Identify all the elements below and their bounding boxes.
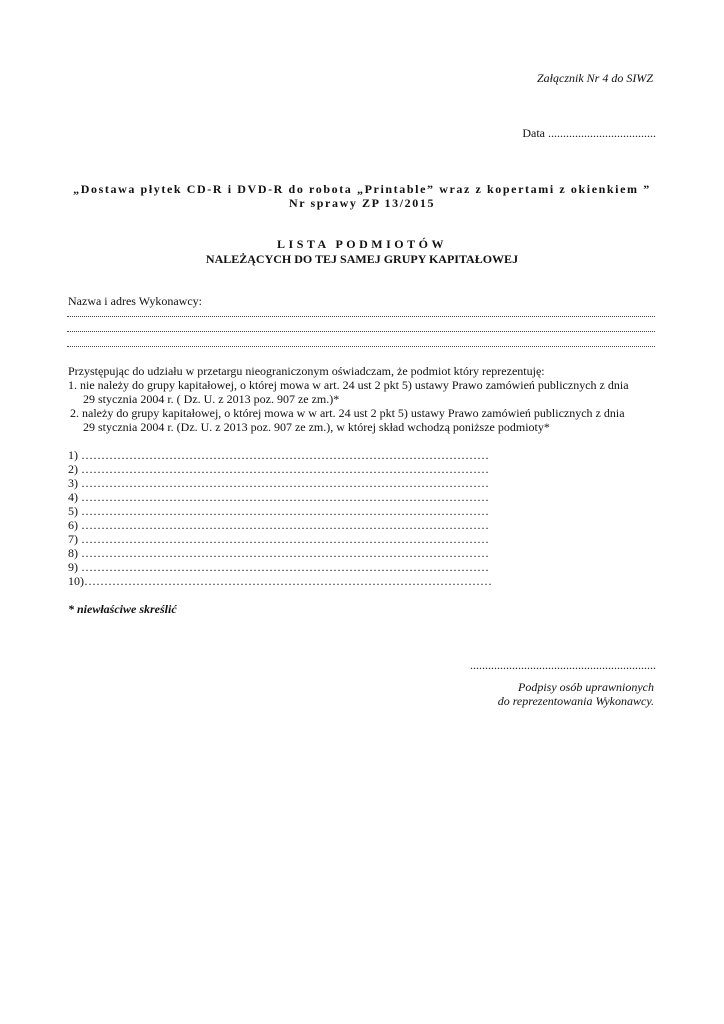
list-subheading: NALEŻĄCYCH DO TEJ SAMEJ GRUPY KAPITAŁOWEJ — [205, 252, 519, 266]
entity-line-9: 9) ………………………………………………………………………………………… — [68, 560, 489, 574]
contractor-line-1 — [67, 316, 655, 317]
entity-line-7: 7) ………………………………………………………………………………………… — [68, 532, 489, 546]
entity-line-3: 3) ………………………………………………………………………………………… — [68, 476, 489, 490]
entity-line-4: 4) ………………………………………………………………………………………… — [68, 490, 489, 504]
option-1-line-1: 1. nie należy do grupy kapitałowej, o której mowa w art. 24 ust 2 pkt 5) ustawy Prawo zamówień publicznych z dnia — [68, 378, 629, 392]
contractor-line-3 — [67, 346, 655, 347]
case-number: Nr sprawy ZP 13/2015 — [288, 196, 436, 210]
option-2-line-2: 29 stycznia 2004 r. (Dz. U. z 2013 poz. 907 ze zm.), w której skład wchodzą poniższe podmioty* — [83, 420, 550, 434]
attachment-label: Załącznik Nr 4 do SIWZ — [536, 71, 653, 85]
signature-caption-1: Podpisy osób uprawnionych — [518, 680, 654, 694]
entity-line-10: 10)………………………………………………………………………………………… — [68, 574, 492, 588]
date-field: Data .................................... — [522, 126, 656, 140]
footnote: * niewłaściwe skreślić — [68, 602, 177, 616]
option-2-line-1: 2. należy do grupy kapitałowej, o której mowa w w art. 24 ust 2 pkt 5) ustawy Prawo zamówień publicznych z dnia — [70, 406, 625, 420]
entity-line-6: 6) ………………………………………………………………………………………… — [68, 518, 489, 532]
entity-line-2: 2) ………………………………………………………………………………………… — [68, 462, 489, 476]
option-1-line-2: 29 stycznia 2004 r. ( Dz. U. z 2013 poz. 907 ze zm.)* — [83, 392, 340, 406]
entity-line-8: 8) ………………………………………………………………………………………… — [68, 546, 489, 560]
contractor-line-2 — [67, 331, 655, 332]
contractor-label: Nazwa i adres Wykonawcy: — [68, 294, 203, 308]
tender-title: „Dostawa płytek CD-R i DVD-R do robota „Printable” wraz z kopertami z okienkiem ” — [73, 182, 651, 196]
entity-line-1: 1) ………………………………………………………………………………………… — [68, 448, 489, 462]
list-heading: LISTA PODMIOTÓW — [277, 237, 447, 251]
statement-intro: Przystępując do udziału w przetargu nieograniczonym oświadczam, że podmiot który reprezentuję: — [68, 364, 545, 378]
signature-caption-2: do reprezentowania Wykonawcy. — [497, 694, 654, 708]
signature-dots: .............................................................. — [470, 658, 656, 672]
entity-line-5: 5) ………………………………………………………………………………………… — [68, 504, 489, 518]
